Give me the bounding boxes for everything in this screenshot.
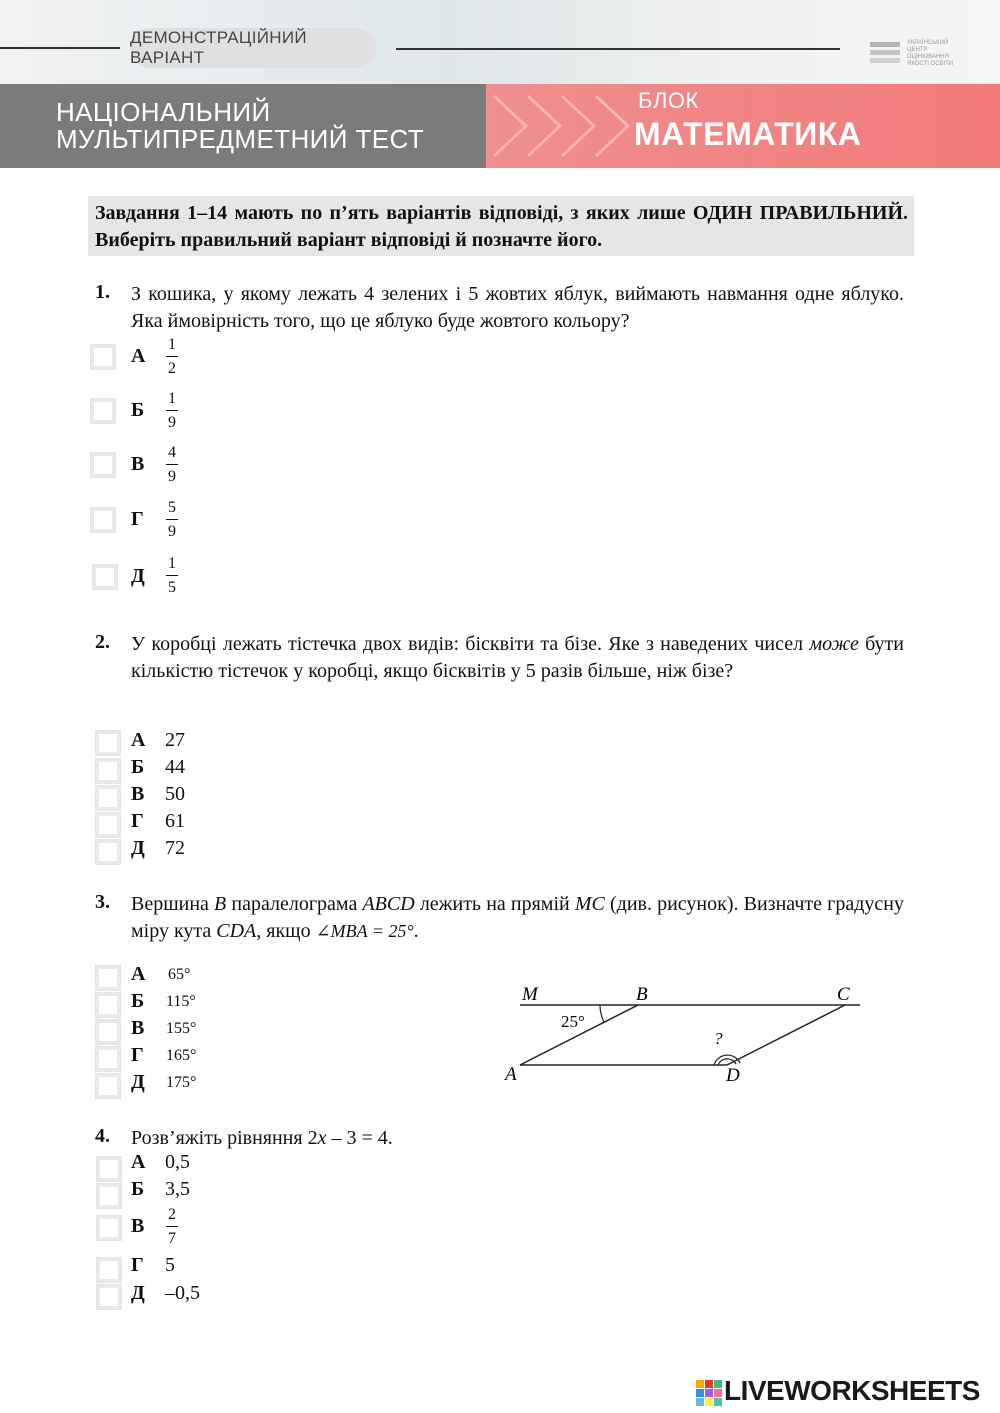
q2-option-b-value: 44 xyxy=(165,756,185,778)
q2-option-g-letter: Г xyxy=(131,810,144,832)
question-2-number: 2. xyxy=(95,631,110,653)
q1-option-b-letter: Б xyxy=(131,399,145,421)
header-rule-left xyxy=(0,47,120,49)
q3-option-d-checkbox[interactable] xyxy=(96,1074,120,1098)
question-4-number: 4. xyxy=(95,1125,110,1147)
question-3-number: 3. xyxy=(95,891,110,913)
q1-option-d-value: 1 5 xyxy=(168,555,176,596)
label-d: D xyxy=(726,1065,740,1086)
q3-option-b-checkbox[interactable] xyxy=(96,993,120,1017)
chevrons-icon xyxy=(486,84,646,168)
q4-option-b-value: 3,5 xyxy=(165,1178,190,1200)
question-3-text: Вершина B паралелограма ABCD лежить на прямій MC (див. рисунок). Визначте градусну міру кута CDA, якщо ∠MBA = 25°. xyxy=(131,893,904,942)
angle-unknown-label: ? xyxy=(714,1029,723,1048)
angle-mba-label: 25° xyxy=(561,1012,585,1031)
liveworksheets-brand[interactable]: LIVEWORKSHEETS xyxy=(724,1375,980,1406)
q1-option-b-checkbox[interactable] xyxy=(91,399,115,423)
label-m: M xyxy=(522,984,538,1005)
q1-option-a-checkbox[interactable] xyxy=(91,345,115,369)
q3-option-d-letter: Д xyxy=(131,1071,145,1093)
demo-variant-badge: ДЕМОНСТРАЦІЙНИЙ ВАРІАНТ xyxy=(130,28,376,68)
question-1-number: 1. xyxy=(95,281,110,303)
label-b: B xyxy=(636,984,648,1005)
q1-option-g-value: 5 9 xyxy=(168,499,176,540)
ucoyo-logo-icon xyxy=(870,40,904,73)
q4-option-v-value: 2 7 xyxy=(168,1206,176,1247)
liveworksheets-logo-icon xyxy=(696,1380,722,1406)
block-label: БЛОК xyxy=(638,88,699,113)
q2-option-v-value: 50 xyxy=(165,783,185,805)
q4-option-g-letter: Г xyxy=(131,1254,144,1276)
question-4-text: Розв’яжіть рівняння 2x – 3 = 4. xyxy=(131,1127,393,1149)
instruction-box: Завдання 1–14 мають по п’ять варіантів відповіді, з яких лише ОДИН ПРАВИЛЬНИЙ. Виберіть правильний варіант відповіді й позначте його. xyxy=(88,196,914,256)
q4-option-a-value: 0,5 xyxy=(165,1151,190,1173)
q2-option-a-value: 27 xyxy=(165,729,185,751)
q1-option-v-value: 4 9 xyxy=(168,444,176,485)
q3-option-b-value: 115° xyxy=(166,993,196,1010)
question-1-text: З кошика, у якому лежать 4 зелених і 5 жовтих яблук, виймають навмання одне яблуко. Яка ймовірність того, що це яблуко буде жовтого кольору? xyxy=(131,283,904,332)
q4-option-g-value: 5 xyxy=(165,1254,175,1276)
q1-option-g-checkbox[interactable] xyxy=(91,508,115,532)
q3-option-v-letter: В xyxy=(131,1017,145,1039)
q2-option-d-checkbox[interactable] xyxy=(96,840,120,864)
subject-title: МАТЕМАТИКА xyxy=(634,116,862,152)
label-a: A xyxy=(505,1064,517,1085)
q2-option-d-value: 72 xyxy=(165,837,185,859)
q2-option-d-letter: Д xyxy=(131,837,145,859)
q1-option-v-letter: В xyxy=(131,453,145,475)
q4-option-v-letter: В xyxy=(131,1215,145,1237)
q4-option-d-checkbox[interactable] xyxy=(97,1285,121,1309)
q3-option-a-checkbox[interactable] xyxy=(96,966,120,990)
angle-mba-arc xyxy=(600,1005,604,1022)
q3-option-a-letter: А xyxy=(131,963,146,985)
q3-option-g-checkbox[interactable] xyxy=(96,1047,120,1071)
q3-option-a-value: 65° xyxy=(168,966,191,983)
q1-option-v-checkbox[interactable] xyxy=(91,453,115,477)
q3-option-g-letter: Г xyxy=(131,1044,144,1066)
q3-option-v-value: 155° xyxy=(166,1020,197,1037)
q1-option-a-letter: А xyxy=(131,345,146,367)
q4-option-b-letter: Б xyxy=(131,1178,145,1200)
q3-option-d-value: 175° xyxy=(166,1074,197,1091)
q4-option-d-value: –0,5 xyxy=(165,1282,200,1304)
q3-option-v-checkbox[interactable] xyxy=(96,1020,120,1044)
ucoyo-logo-text: УКРАЇНСЬКИЙ ЦЕНТР ОЦІНЮВАННЯ ЯКОСТІ ОСВІТИ xyxy=(907,40,954,67)
q4-option-a-letter: А xyxy=(131,1151,146,1173)
q1-option-g-letter: Г xyxy=(131,508,144,530)
q2-option-g-value: 61 xyxy=(165,810,185,832)
side-dc xyxy=(727,1005,845,1065)
q3-option-g-value: 165° xyxy=(166,1047,197,1064)
q1-option-d-letter: Д xyxy=(131,565,145,587)
parallelogram-figure xyxy=(490,976,880,1096)
q1-option-b-value: 1 9 xyxy=(168,390,176,431)
q1-option-a-value: 1 2 xyxy=(168,336,176,377)
question-2-text: У коробці лежать тістечка двох видів: бісквіти та бізе. Яке з наведених чисел може бути кількістю тістечок у коробці, якщо бісквітів у 5 разів більше, ніж бізе? xyxy=(131,633,905,682)
q4-option-d-letter: Д xyxy=(131,1282,145,1304)
q2-option-v-checkbox[interactable] xyxy=(96,786,120,810)
test-title: НАЦІОНАЛЬНИЙ МУЛЬТИПРЕДМЕТНИЙ ТЕСТ xyxy=(56,97,425,154)
label-c: C xyxy=(837,984,850,1005)
q4-option-v-checkbox[interactable] xyxy=(97,1216,121,1240)
q2-option-v-letter: В xyxy=(131,783,145,805)
q2-option-a-letter: А xyxy=(131,729,146,751)
q4-option-a-checkbox[interactable] xyxy=(97,1157,121,1181)
q4-option-b-checkbox[interactable] xyxy=(97,1184,121,1208)
q2-option-b-checkbox[interactable] xyxy=(96,759,120,783)
header-rule-right xyxy=(396,48,840,50)
q1-option-d-checkbox[interactable] xyxy=(93,565,117,589)
q2-option-b-letter: Б xyxy=(131,756,145,778)
q2-option-g-checkbox[interactable] xyxy=(96,813,120,837)
q4-option-g-checkbox[interactable] xyxy=(97,1258,121,1282)
q3-option-b-letter: Б xyxy=(131,990,145,1012)
q2-option-a-checkbox[interactable] xyxy=(96,731,120,755)
